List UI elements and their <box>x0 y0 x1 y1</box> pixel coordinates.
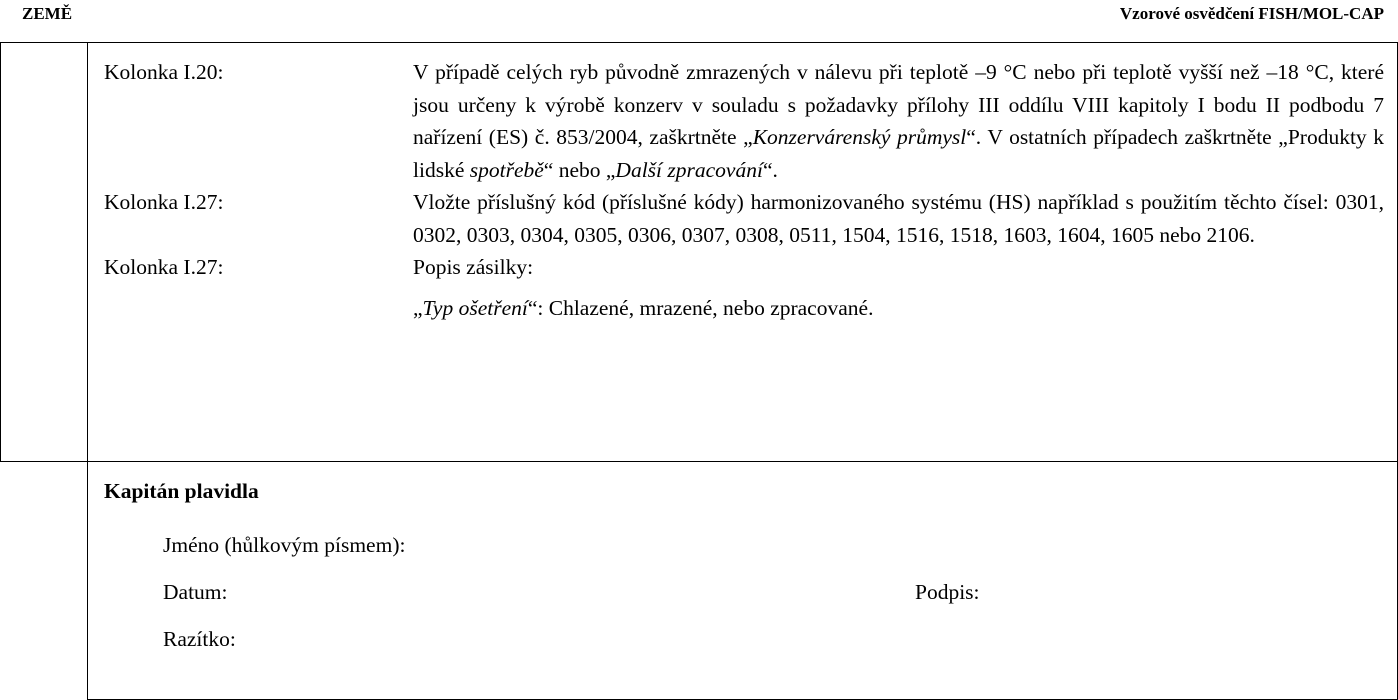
note-i20 <box>104 56 1384 186</box>
note-i27-description <box>104 251 1384 324</box>
note-text: V případě celých ryb původně zmrazených v nálevu při teplotě –9 °C nebo při teplotě vyšší než –18 °C, které jsou určeny k výrobě konzerv v souladu s požadavky přílohy III oddílu VIII kapitoly I bodu II podbodu 7 nařízení (ES) č. 853/2004, zaškrtněte „Konzervárenský průmysl“. V ostatních případech zaškrtněte „Produkty k lidské spotřebě“ nebo „Další zpracování“. <box>413 60 1384 182</box>
note-label: Kolonka I.20: <box>104 60 224 84</box>
name-field-label: Jméno (hůlkovým písmem): <box>163 533 406 557</box>
stamp-field-label: Razítko: <box>163 627 236 651</box>
note-text: Popis zásilky: „Typ ošetření“: Chlazené, mrazené, nebo zpracované. <box>413 255 874 320</box>
notes-column-divider <box>87 42 88 462</box>
note-text: Vložte příslušný kód (příslušné kódy) harmonizovaného systému (HS) například s použitím těchto čísel: 0301, 0302, 0303, 0304, 0305, 0306, 0307, 0308, 0511, 1504, 1516, 1518, 1603, 1604, 1605 nebo 2106. <box>413 190 1384 247</box>
country-header: ZEMĚ <box>22 4 73 23</box>
date-field-label: Datum: <box>163 580 228 604</box>
note-label: Kolonka I.27: <box>104 190 224 214</box>
note-i27-hs <box>104 186 1384 251</box>
captain-box <box>87 460 1398 700</box>
captain-title: Kapitán plavidla <box>104 479 259 503</box>
note-label: Kolonka I.27: <box>104 255 224 279</box>
notes-list <box>104 56 1384 324</box>
certificate-title: Vzorové osvědčení FISH/MOL-CAP <box>1119 4 1384 23</box>
signature-field-label: Podpis: <box>915 580 980 604</box>
